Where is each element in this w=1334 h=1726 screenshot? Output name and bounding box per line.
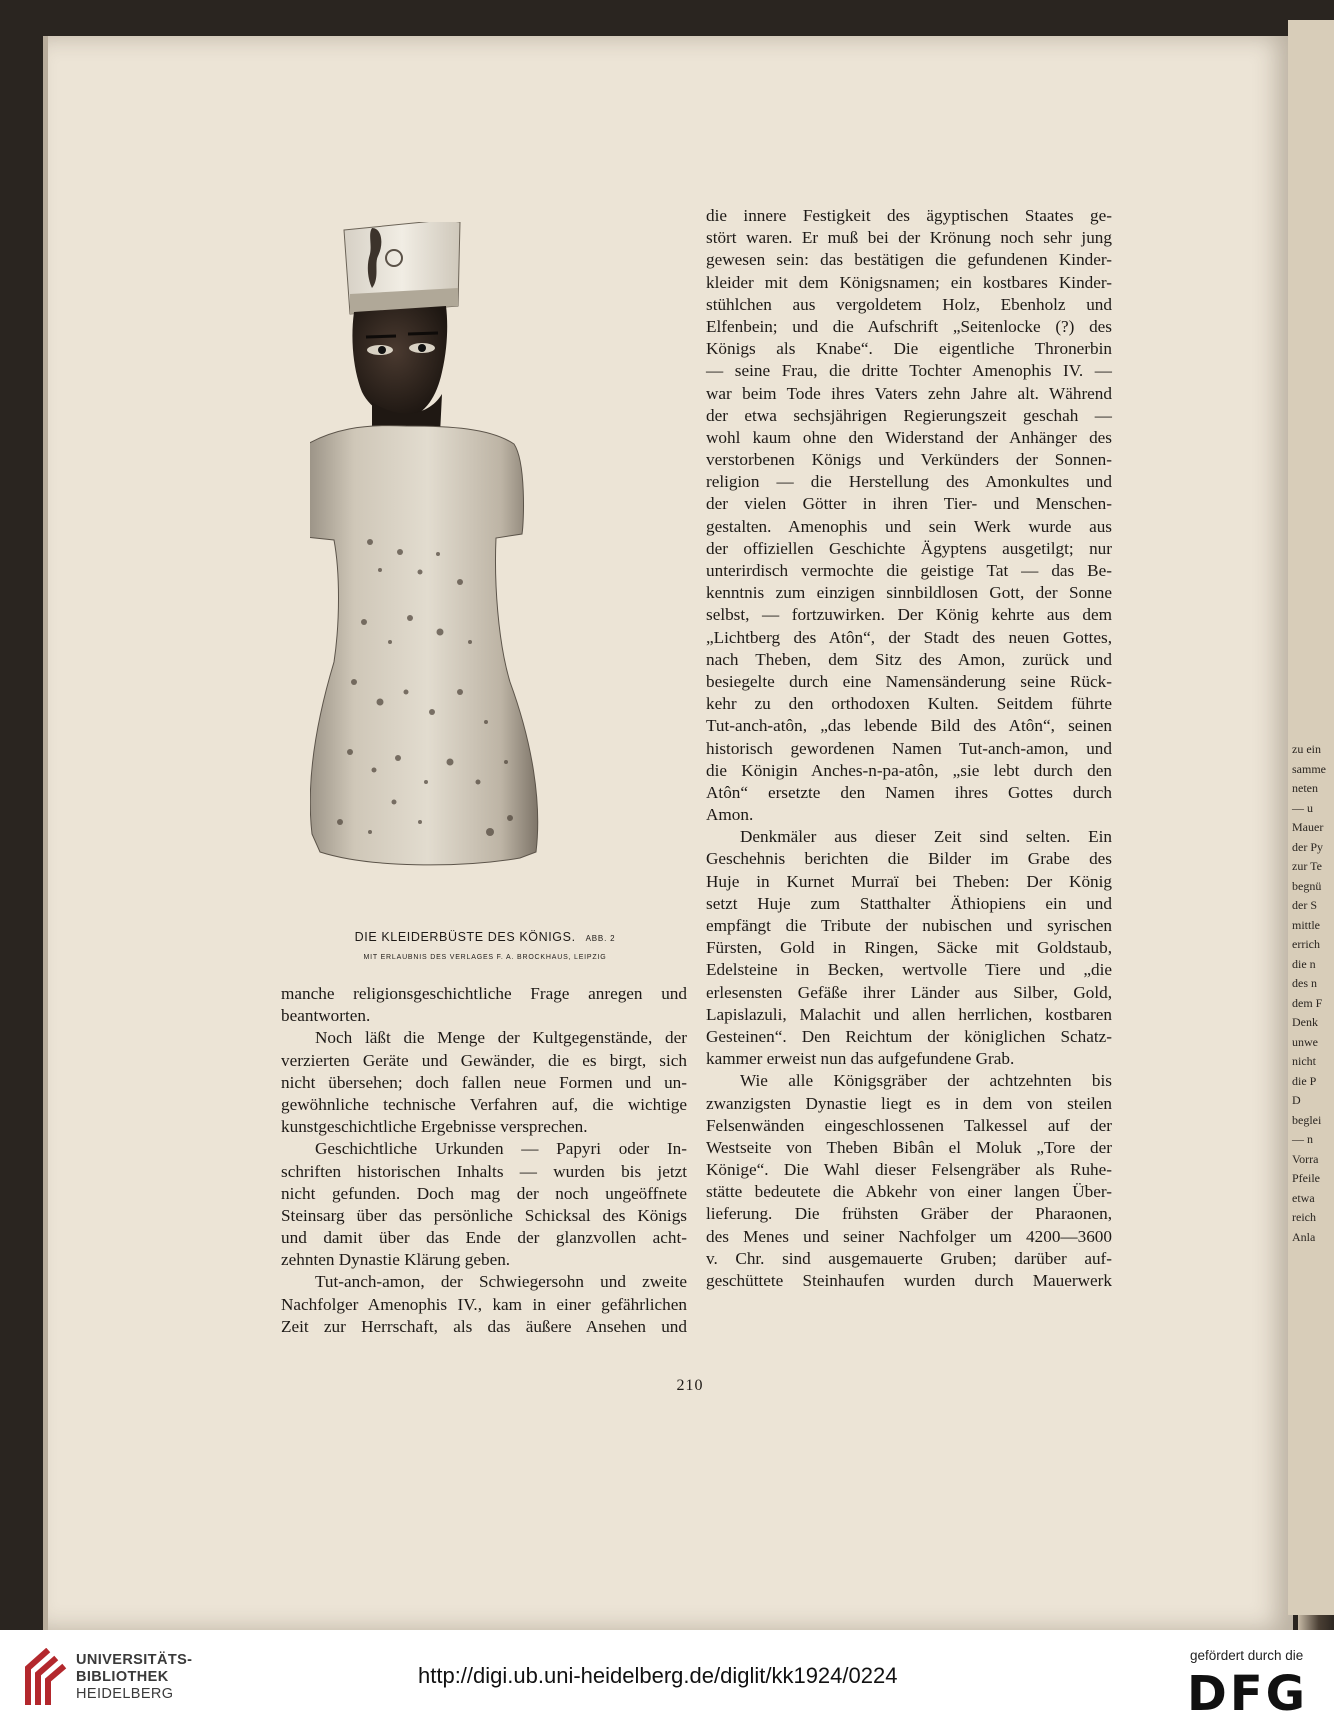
text-line: selbst, — fortzuwirken. Der König kehrte aus dem (706, 605, 1112, 625)
text-line: empfängt die Tribute der nubischen und syrischen (706, 916, 1112, 935)
next-page-fragment: der Py (1292, 839, 1323, 854)
text-line: war beim Tode ihres Vaters zehn Jahre alt. Während (706, 383, 1112, 403)
text-line: Fürsten, Gold in Ringen, Säcke mit Goldstaub, (706, 938, 1112, 958)
text-line: Amon. (706, 805, 754, 825)
text-line: nicht übersehen; doch fallen neue Formen und un- (281, 1072, 687, 1092)
text-line: der etwa sechsjährigen Regierungszeit geschah — (706, 405, 1112, 425)
text-line: zwanzigsten Dynastie liegt es in dem von steilen (706, 1093, 1112, 1113)
next-page-fragment: unwe (1292, 1034, 1318, 1049)
next-page-fragment: zu ein (1292, 742, 1321, 756)
text-line: unterirdisch vermochte die geistige Tat — das Be- (706, 561, 1112, 580)
next-page-fragment: dem F (1292, 995, 1323, 1010)
text-line: nicht gefunden. Doch mag der noch ungeöffnete (281, 1183, 687, 1203)
next-page-fragment: Pfeile (1292, 1171, 1320, 1185)
text-line: kenntnis zum einzigen sinnbildlosen Gott, der Sonne (706, 583, 1112, 603)
next-page-fragment: Mauer (1292, 820, 1324, 834)
text-line: erlesensten Gefäße ihrer Länder aus Silber, Gold, (706, 982, 1112, 1002)
funding-label: gefördert durch die (1190, 1648, 1304, 1663)
next-page-fragment: die n (1292, 956, 1316, 971)
text-line: manche religionsgeschichtliche Frage anregen und (281, 984, 687, 1003)
text-line: geschüttete Steinhaufen wurden durch Mauerwerk (706, 1271, 1112, 1290)
text-line: besiegelte durch eine Namensänderung seine Rück- (706, 671, 1112, 691)
text-line: Könige“. Die Wahl dieser Felsengräber als Ruhe- (706, 1160, 1112, 1180)
figure-credit: MIT ERLAUBNIS DES VERLAGES F. A. BROCKHAUS, LEIPZIG (363, 954, 607, 961)
text-line: Westseite von Theben Bibân el Moluk „Tore der (706, 1137, 1112, 1157)
text-line: „Lichtberg des Atôn“, der Stadt des neuen Gottes, (706, 627, 1112, 647)
bust-illustration (310, 222, 655, 912)
figure-label: ABB. 2 (585, 934, 616, 943)
page-number: 210 (676, 1377, 704, 1394)
text-line: — seine Frau, die dritte Tochter Amenophis IV. — (706, 361, 1112, 381)
next-page-fragment: reich (1292, 1210, 1316, 1224)
bust-figure (310, 222, 655, 912)
next-page-fragment: beglei (1292, 1112, 1322, 1127)
next-page-fragment: — n (1292, 1132, 1313, 1146)
text-line: Huje in Kurnet Murraï bei Theben: Der König (706, 871, 1112, 891)
library-name-line-2: BIBLIOTHEK (76, 1669, 169, 1685)
library-logo-icon[interactable] (22, 1648, 68, 1706)
text-line: Edelsteine in Becken, wertvolle Tiere und „die (706, 960, 1112, 980)
text-line: die Königin Anches-n-pa-atôn, „sie lebt durch den (706, 760, 1112, 780)
next-page-fragment: Anla (1292, 1229, 1316, 1244)
text-line: stätte bedeutete die Abkehr von einer langen Über- (706, 1182, 1112, 1202)
right-text-column (706, 205, 1112, 1292)
text-line: Geschichtliche Urkunden — Papyri oder In- (315, 1139, 687, 1159)
text-line: der offiziellen Geschichte Ägyptens ausgetilgt; nur (706, 538, 1112, 558)
text-line: die innere Festigkeit des ägyptischen Staates ge- (706, 206, 1112, 225)
text-line: wohl kaum ohne den Widerstand der Anhänger des (706, 427, 1112, 447)
next-page-fragment: begnü (1292, 878, 1322, 893)
text-line: beantworten. (281, 1006, 371, 1026)
next-page-fragment: Denk (1292, 1015, 1318, 1029)
next-page-fragment: errich (1292, 937, 1320, 951)
next-page-fragment: des n (1292, 976, 1317, 990)
text-line: Tut-anch-atôn, „das lebende Bild des Atôn“, seinen (706, 716, 1112, 736)
text-line: des Menes und seiner Nachfolger um 4200—3600 (706, 1226, 1112, 1246)
next-page-fragment: mittle (1292, 917, 1320, 932)
next-page-fragment: samme (1292, 761, 1326, 776)
text-line: verstorbenen Königs und Verkünders der Sonnen- (706, 450, 1112, 470)
text-line: Gesteinen“. Den Reichtum der königlichen Schatz- (706, 1026, 1112, 1046)
text-line: historisch gewordenen Namen Tut-anch-amon, und (706, 738, 1112, 758)
page-url-link[interactable]: http://digi.ub.uni-heidelberg.de/diglit/kk1924/0224 (418, 1663, 898, 1688)
next-page-edge (1288, 20, 1334, 1615)
figure-caption-text: DIE KLEIDERBÜSTE DES KÖNIGS. (354, 930, 576, 944)
text-line: Atôn“ ersetzte den Namen ihres Gottes durch (706, 782, 1112, 802)
left-text-column (281, 983, 687, 1338)
next-page-fragment: etwa (1292, 1190, 1315, 1205)
text-line: Zeit zur Herrschaft, als das äußere Ansehen und (281, 1316, 687, 1336)
text-line: stört waren. Er muß bei der Krönung noch sehr jung (706, 228, 1112, 248)
text-line: religion — die Herstellung des Amonkultes und (706, 472, 1112, 492)
library-name-line-1: UNIVERSITÄTS- (76, 1652, 193, 1668)
text-line: kunstgeschichtliche Ergebnisse versprechen. (281, 1117, 588, 1137)
text-line: Denkmäler aus dieser Zeit sind selten. Ein (740, 827, 1112, 847)
library-name[interactable] (76, 1652, 192, 1703)
next-page-fragment: Vorra (1292, 1151, 1319, 1166)
text-line: gestalten. Amenophis und sein Werk wurde aus (706, 516, 1112, 536)
text-line: zehnten Dynastie Klärung geben. (281, 1250, 511, 1270)
text-line: verzierten Geräte und Gewänder, die es birgt, sich (281, 1050, 687, 1070)
next-page-fragment: der S (1292, 898, 1317, 912)
text-line: kleider mit dem Königsnamen; ein kostbares Kinder- (706, 272, 1112, 292)
text-line: Lapislazuli, Malachit und allen herrlichen, kostbaren (706, 1004, 1112, 1024)
text-line: kehr zu den orthodoxen Kulten. Seitdem führte (706, 694, 1112, 714)
text-line: der vielen Götter in ihren Tier- und Menschen- (706, 494, 1112, 514)
next-page-fragment: zur Te (1292, 859, 1322, 873)
next-page-fragments (1292, 740, 1326, 1247)
text-line: Königs als Knabe“. Die eigentliche Thronerbin (706, 339, 1112, 359)
text-line: schriften historischen Inhalts — wurden bis jetzt (281, 1161, 687, 1181)
next-page-fragment: die P (1292, 1073, 1317, 1088)
figure-caption (300, 930, 670, 944)
text-line: setzt Huje zum Statthalter Äthiopiens ein und (706, 893, 1112, 913)
viewer-footer (0, 1630, 1334, 1726)
text-line: Elfenbein; und die Aufschrift „Seitenlocke (?) des (706, 316, 1112, 336)
library-name-line-3: HEIDELBERG (76, 1686, 174, 1702)
text-line: lieferung. Die frühsten Gräber der Pharaonen, (706, 1204, 1112, 1224)
next-page-fragment: D (1292, 1093, 1301, 1107)
next-page-fragment: — u (1292, 800, 1313, 815)
next-page-fragment: neten (1292, 781, 1318, 795)
text-line: Steinsarg über das persönliche Schicksal des Königs (281, 1205, 687, 1225)
text-line: nach Theben, dem Sitz des Amon, zurück und (706, 649, 1112, 669)
next-page-fragment: nicht (1292, 1054, 1316, 1068)
dfg-logo[interactable]: DFG (1187, 1666, 1309, 1722)
text-line: Nachfolger Amenophis IV., kam in einer gefährlichen (281, 1294, 687, 1314)
text-line: Felsenwänden eingeschlossenen Talkessel auf der (706, 1115, 1112, 1135)
text-line: stühlchen aus vergoldetem Holz, Ebenholz und (706, 294, 1112, 314)
text-line: Tut-anch-amon, der Schwiegersohn und zweite (315, 1272, 687, 1292)
text-line: Noch läßt die Menge der Kultgegenstände, der (315, 1028, 687, 1048)
text-line: gewöhnliche technische Verfahren auf, die wichtige (281, 1094, 687, 1114)
text-line: Geschehnis berichten die Bilder im Grabe des (706, 849, 1112, 869)
text-line: kammer erweist nun das aufgefundene Grab. (706, 1049, 1015, 1069)
text-line: und damit über das Ende der glanzvollen acht- (281, 1228, 687, 1248)
text-line: v. Chr. sind ausgemauerte Gruben; darüber auf- (706, 1248, 1112, 1268)
text-line: Wie alle Königsgräber der achtzehnten bis (740, 1071, 1112, 1091)
text-line: gewesen sein: das bestätigen die gefundenen Kinder- (706, 250, 1112, 270)
